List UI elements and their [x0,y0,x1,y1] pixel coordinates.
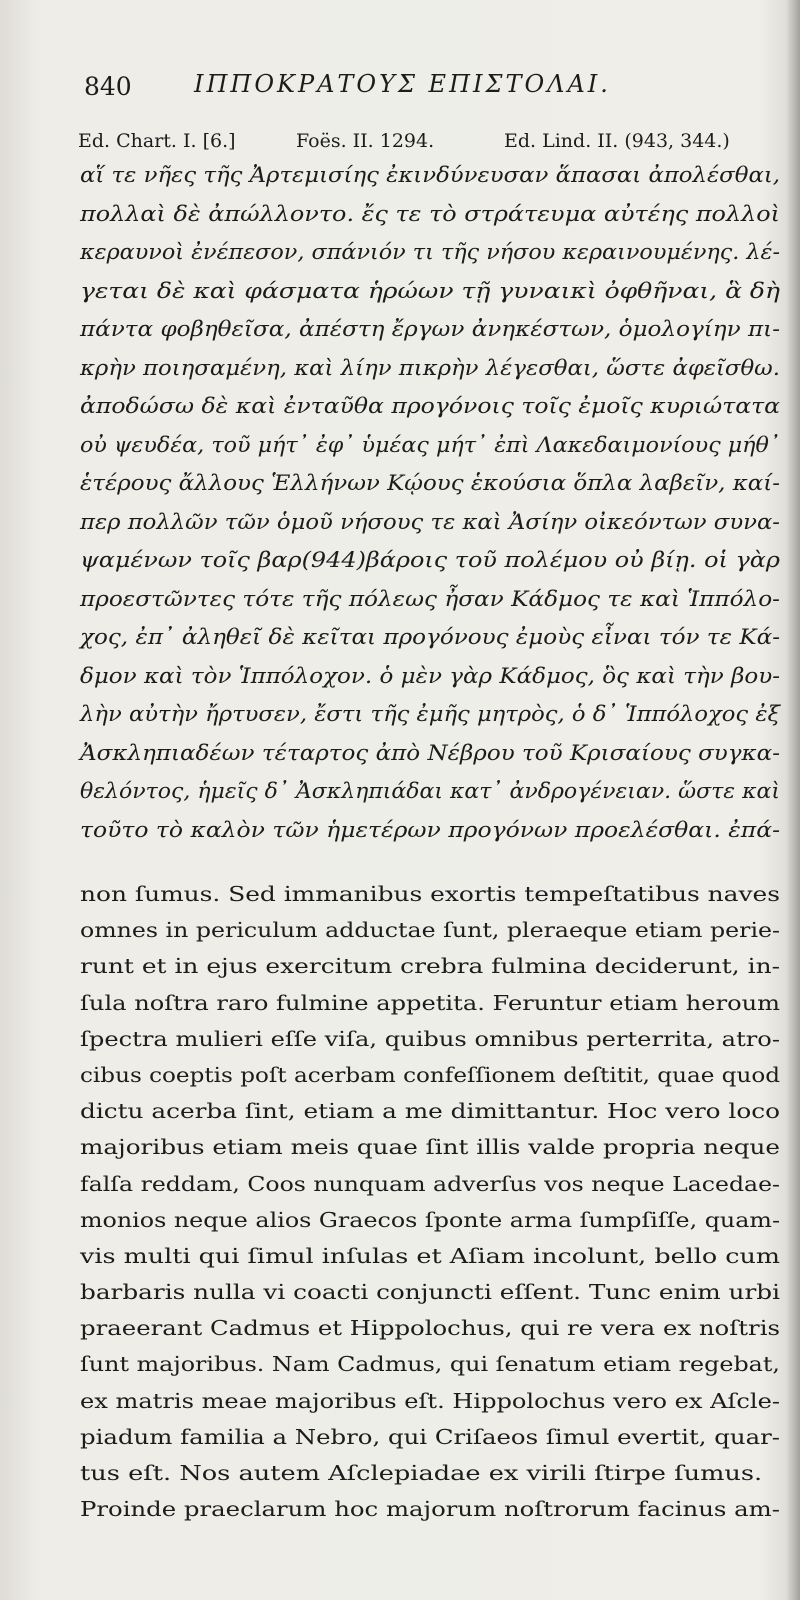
greek-line: πάντα φοβηθεῖσα, ἀπέστη ἔργων ἀνηκέστων, ὁμολογίην πι- [80,317,780,341]
greek-line: ἑτέρους ἄλλους Ἑλλήνων Κῴους ἑκούσια ὅπλα λαβεῖν, καί- [80,471,780,495]
latin-line: piadum familia a Nebro, qui Criſaeos ſimul evertit, quar- [80,1424,780,1449]
greek-line: ψαμένων τοῖς βαρ(944)βάροις τοῦ πολέμου οὐ βίῃ. οἱ γὰρ [80,548,780,572]
edition-foes: Foës. II. 1294. [296,130,435,152]
greek-text [80,156,780,849]
greek-line: κεραυνοὶ ἐνέπεσον, σπάνιόν τι τῆς νήσου κεραινουμένης. λέ- [80,240,780,264]
latin-line: praeerant Cadmus et Hippolochus, qui re vera ex noſtris [80,1316,780,1341]
greek-line: τοῦτο τὸ καλὸν τῶν ἡμετέρων προγόνων προελέσθαι. ἐπά- [80,817,780,842]
latin-line: cibus coeptis poſt acerbam confeſſionem deſtitit, quae quod [80,1062,780,1087]
page-gutter-shadow [786,0,800,1600]
greek-line: θελόντος, ἡμεῖς δ᾽ Ἀσκληπιάδαι κατ᾽ ἀνδρογένειαν. ὥστε καὶ [80,779,780,803]
edition-chartier: Ed. Chart. I. [6.] [78,130,236,152]
edition-references [78,126,778,156]
greek-line: χος, ἐπ᾽ ἀληθεῖ δὲ κεῖται προγόνους ἐμοὺς εἶναι τόν τε Κά- [80,625,780,649]
greek-line: δμον καὶ τὸν Ἱππόλοχον. ὁ μὲν γὰρ Κάδμος, ὃς καὶ τὴν βου- [80,663,781,688]
greek-line: ἀποδώσω δὲ καὶ ἐνταῦθα προγόνοις τοῖς ἐμοῖς κυριώτατα [80,394,781,418]
latin-line: runt et in ejus exercitum crebra fulmina deciderunt, in- [80,954,780,979]
greek-line: κρὴν ποιησαμένη, καὶ λίην πικρὴν λέγεσθαι, ὥστε ἀφεῖσθω. [80,355,780,380]
latin-line: falſa reddam, Coos nunquam adverſus vos neque Lacedae- [80,1171,780,1196]
greek-line: γεται δὲ καὶ φάσματα ἡρώων τῇ γυναικὶ ὀφθῆναι, ἃ δὴ [80,278,780,303]
latin-line: ſpectra mulieri eſſe viſa, quibus omnibus perterrita, atro- [80,1026,780,1051]
greek-line: περ πολλῶν τῶν ὁμοῦ νήσους τε καὶ Ἀσίην οἰκεόντων συνα- [80,509,780,534]
latin-translation [80,876,780,1527]
latin-line: barbaris nulla vi coacti conjuncti eſſent. Tunc enim urbi [80,1280,780,1305]
greek-line: αἵ τε νῆες τῆς Ἀρτεμισίης ἐκινδύνευσαν ἅπασαι ἀπολέσθαι, [80,163,780,187]
latin-line: omnes in periculum adductae ſunt, pleraeque etiam perie- [80,918,780,943]
greek-line: προεστῶντες τότε τῆς πόλεως ἦσαν Κάδμος τε καὶ Ἱππόλο- [80,586,780,611]
page-number: 840 [84,72,132,101]
latin-line: Proinde praeclarum hoc majorum noſtrorum facinus am- [80,1497,780,1522]
latin-line: majoribus etiam meis quae ſint illis valde propria neque [80,1135,781,1160]
latin-line: monios neque alios Graecos ſponte arma ſumpſiſſe, quam- [80,1207,780,1232]
latin-line: ſunt majoribus. Nam Cadmus, qui ſenatum etiam regebat, [80,1352,780,1377]
running-title: ΙΠΠΟΚΡΑΤΟΥΣ ΕΠΙΣΤΟΛΑΙ. [194,70,611,98]
greek-line: Ἀσκληπιαδέων τέταρτος ἀπὸ Νέβρου τοῦ Κρισαίους συγκα- [80,740,780,765]
greek-line: οὐ ψευδέα, τοῦ μήτ᾽ ἐφ᾽ ὑμέας μήτ᾽ ἐπὶ Λακεδαιμονίους μήθ᾽ [80,432,780,457]
edition-linden: Ed. Lind. II. (943, 344.) [504,130,730,152]
latin-line: dictu acerba ſint, etiam a me dimittantur. Hoc vero loco [80,1099,781,1124]
latin-line: tus eſt. Nos autem Aſclepiadae ex virili ſtirpe ſumus. [80,1461,763,1485]
greek-line: λὴν αὐτὴν ἤρτυσεν, ἔστι τῆς ἐμῆς μητρὸς, ὁ δ᾽ Ἱππόλοχος ἐξ [80,702,780,726]
page-header [84,66,774,106]
latin-line: ſula noſtra raro fulmine appetita. Feruntur etiam heroum [80,990,780,1015]
latin-line: non ſumus. Sed immanibus exortis tempeſtatibus naves [80,882,780,906]
greek-line: πολλαὶ δὲ ἀπώλλοντο. ἔς τε τὸ στράτευμα αὐτέης πολλοὶ [80,201,780,226]
latin-line: vis multi qui ſimul inſulas et Aſiam incolunt, bello cum [80,1243,780,1268]
latin-line: ex matris meae majoribus eſt. Hippolochus vero ex Aſcle- [80,1388,780,1413]
